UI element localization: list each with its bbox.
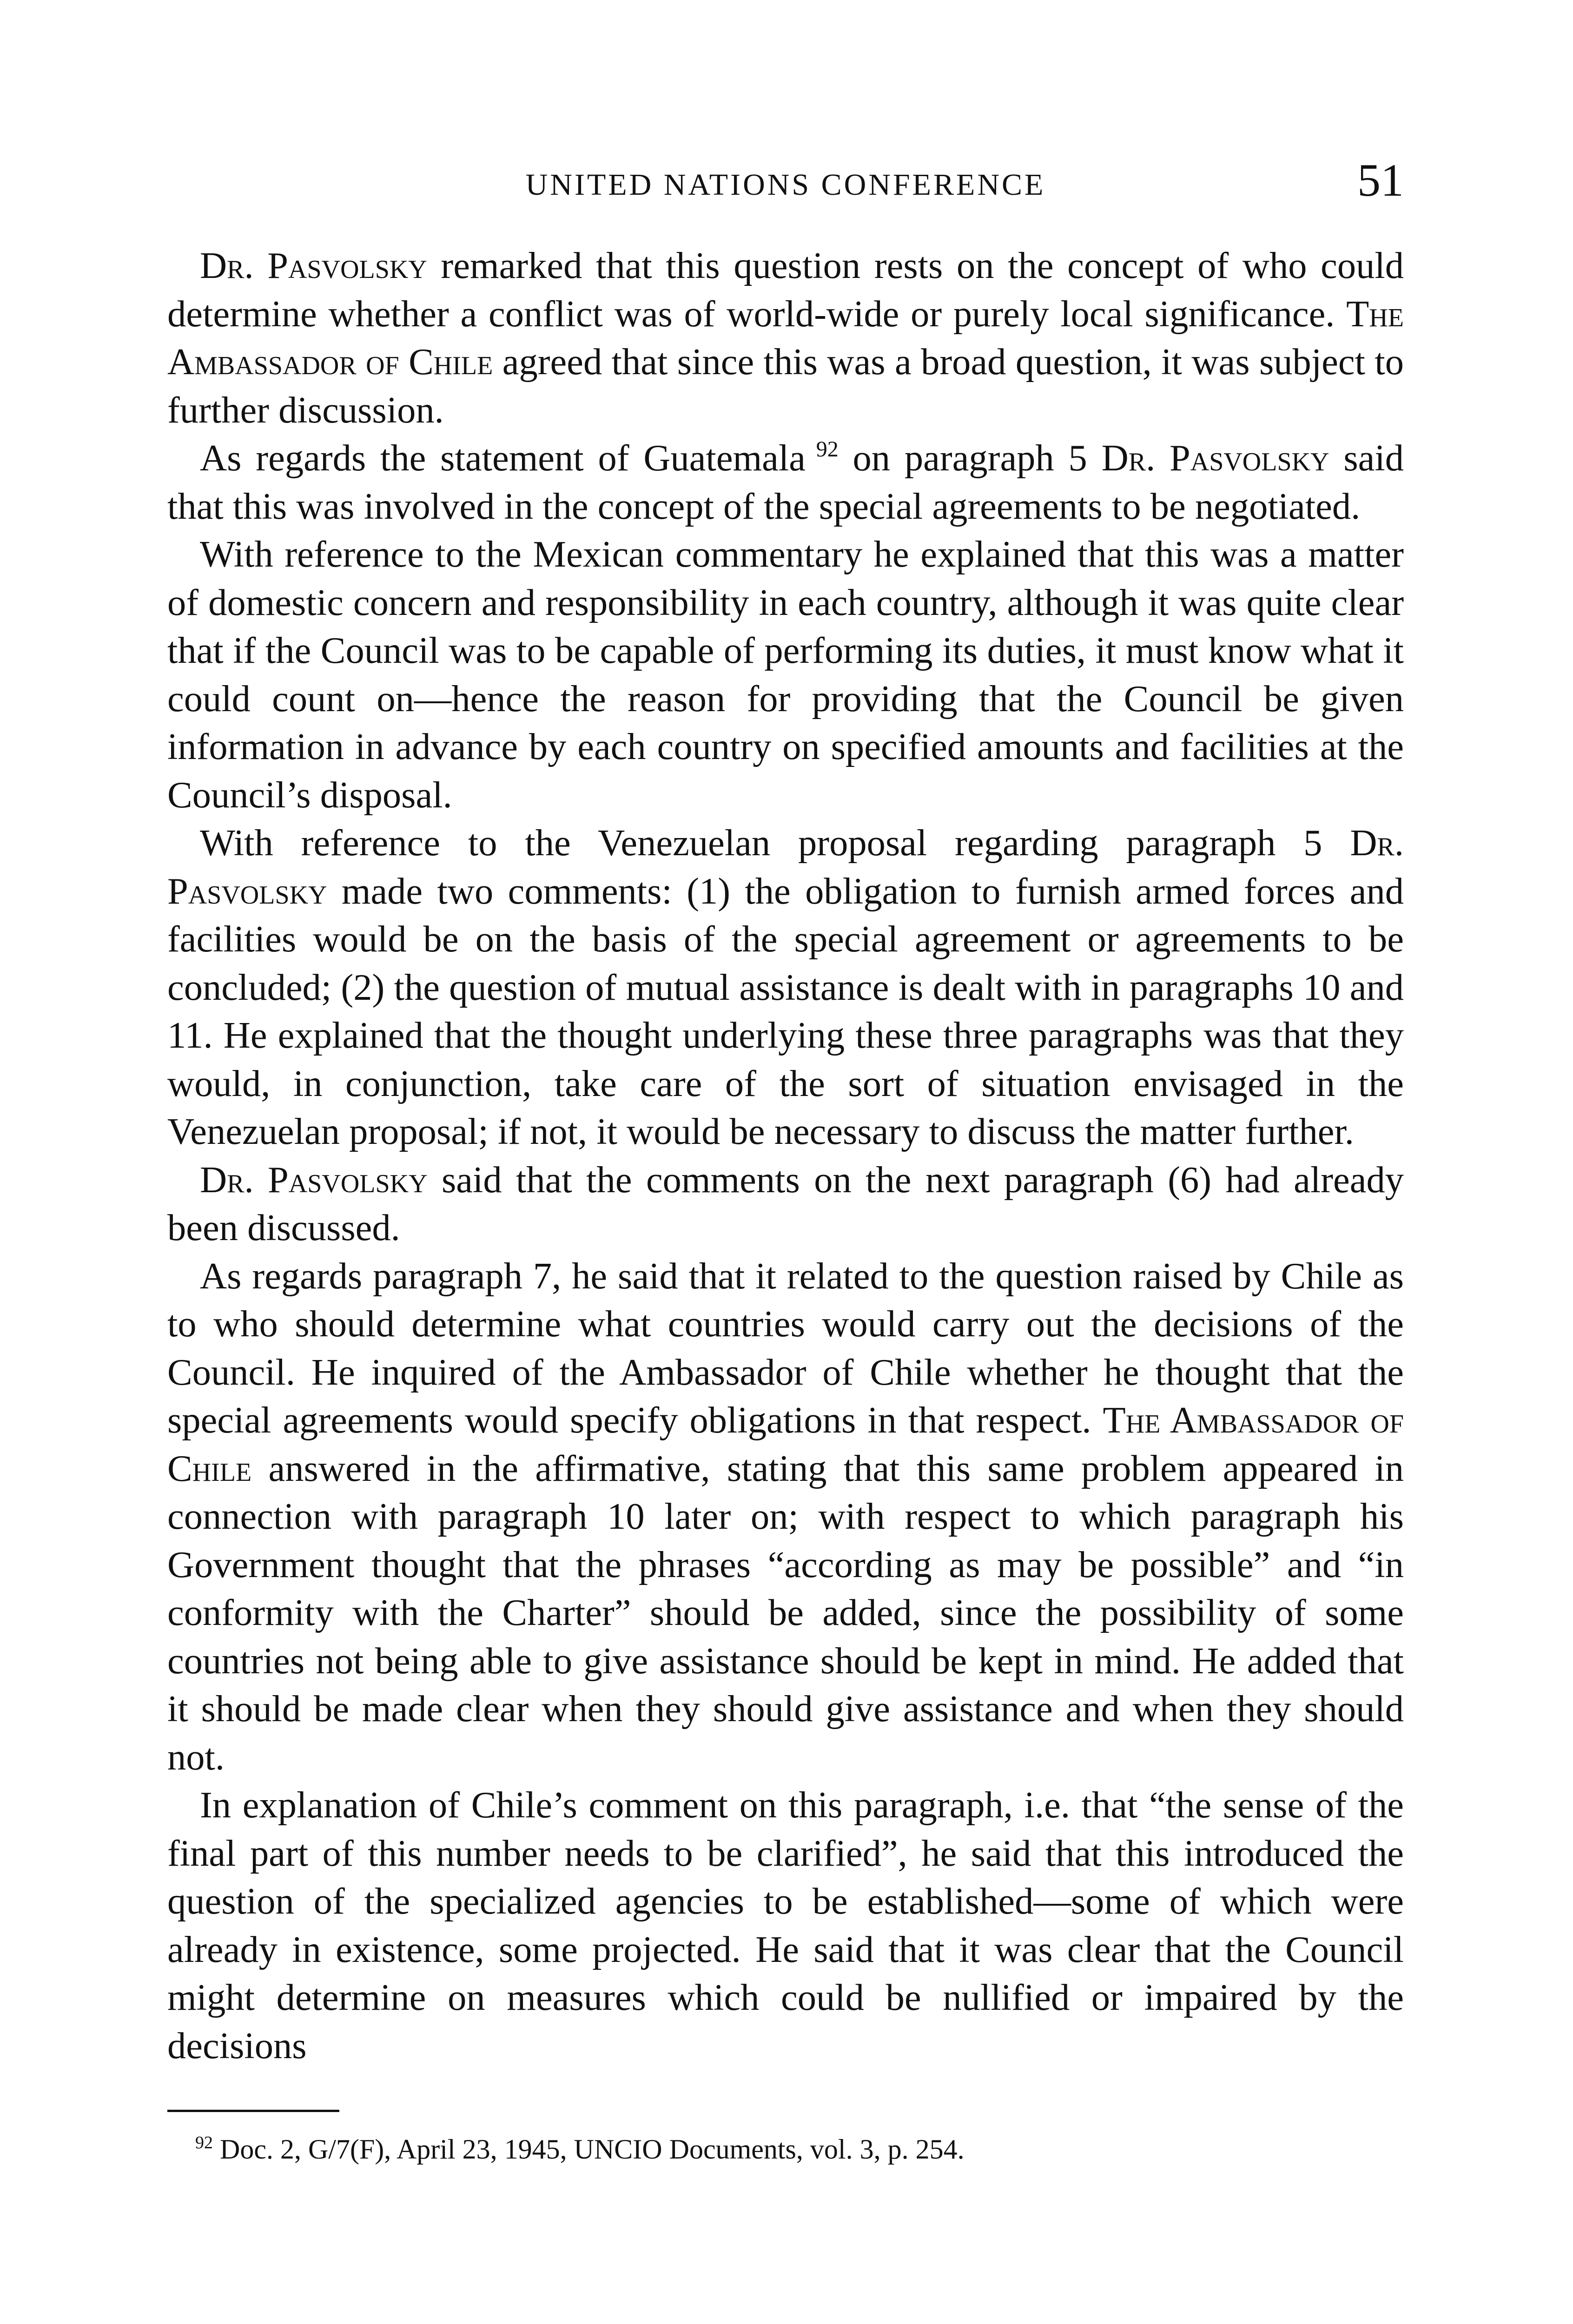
footnote-text: Doc. 2, G/7(F), April 23, 1945, UNCIO Documents, vol. 3, p. 254. (220, 2134, 965, 2165)
speaker-name: Dr. Pasvolsky (1101, 437, 1329, 479)
text-run: As regards paragraph 7, he said that it related to the question raised by Chile as to who should determine what countries would carry out the decisions of the Council. He inquired of the Ambassador of Chile whether he thought that the special agreements would specify obligations in that respect. (167, 1255, 1404, 1441)
text-run: remarked that this question rests on the concept of who could determine whether a conflict was of world-wide or purely local significance. (167, 245, 1404, 335)
text-run: As regards the statement of Guatemala (200, 437, 806, 479)
paragraph (167, 1156, 1404, 1252)
page-number: 51 (1357, 154, 1404, 206)
paragraph (167, 1252, 1404, 1782)
text-run: answered in the affirmative, stating that this same problem appeared in connection with paragraph 10 later on; with respect to which paragraph his Government thought that the phrases “according as may be possible” and “in conformity with the Charter” should be added, since the possibility of some countries not being able to give assistance should be kept in mind. He added that it should be made clear when they should give assistance and when they should not. (167, 1447, 1404, 1778)
speaker-name: Dr. Pasvolsky (167, 822, 1404, 912)
text-run: With reference to the Mexican commentary he explained that this was a matter of domestic concern and responsibility in each country, although it was quite clear that if the Council was to be capable of performing its duties, it must know what it could count on—hence the reason for providing that the Council be given information in advance by each country on specified amounts and facilities at the Council’s disposal. (167, 534, 1404, 816)
text-run: made two comments: (1) the obligation to furnish armed forces and facilities would be on the basis of the special agreement or agreements to be concluded; (2) the question of mutual assistance is dealt with in paragraphs 10 and 11. He explained that the thought underlying these three paragraphs was that they would, in conjunction, take care of the sort of situation envisaged in the Venezuelan proposal; if not, it would be necessary to discuss the matter further. (167, 870, 1404, 1152)
text-run: said that the comments on the next paragraph (6) had already been discussed. (167, 1159, 1404, 1248)
speaker-name: The Ambassador of Chile (167, 293, 1404, 383)
paragraph (167, 819, 1404, 1156)
footnote-marker: 92 (195, 2133, 213, 2152)
paragraph (167, 242, 1404, 434)
text-run: on paragraph 5 (838, 437, 1102, 479)
body-text (167, 242, 1404, 2070)
footnote (167, 2131, 1404, 2168)
speaker-name: Dr. Pasvolsky (200, 1159, 428, 1201)
text-run: agreed that since this was a broad question, it was subject to further discussion. (167, 341, 1404, 431)
paragraph (167, 434, 1404, 530)
text-run: With reference to the Venezuelan proposal regarding paragraph 5 (200, 822, 1350, 864)
speaker-name: The Ambassador of Chile (167, 1400, 1404, 1489)
book-page (167, 153, 1404, 2168)
footnote-reference: 92 (806, 437, 839, 462)
running-header (167, 153, 1404, 214)
running-title: UNITED NATIONS CONFERENCE (525, 168, 1046, 202)
speaker-name: Dr. Pasvolsky (200, 245, 427, 286)
text-run: said that this was involved in the concept of the special agreements to be negotiated. (167, 437, 1404, 527)
text-run: In explanation of Chile’s comment on this paragraph, i.e. that “the sense of the final part of this number needs to be clarified”, he said that this introduced the question of the specialized agencies to be established—some of which were already in existence, some projected. He said that it was clear that the Council might determine on measures which could be nullified or impaired by the decisions (167, 1784, 1404, 2067)
footnote-divider (167, 2110, 339, 2112)
paragraph (167, 530, 1404, 819)
paragraph (167, 1781, 1404, 2070)
